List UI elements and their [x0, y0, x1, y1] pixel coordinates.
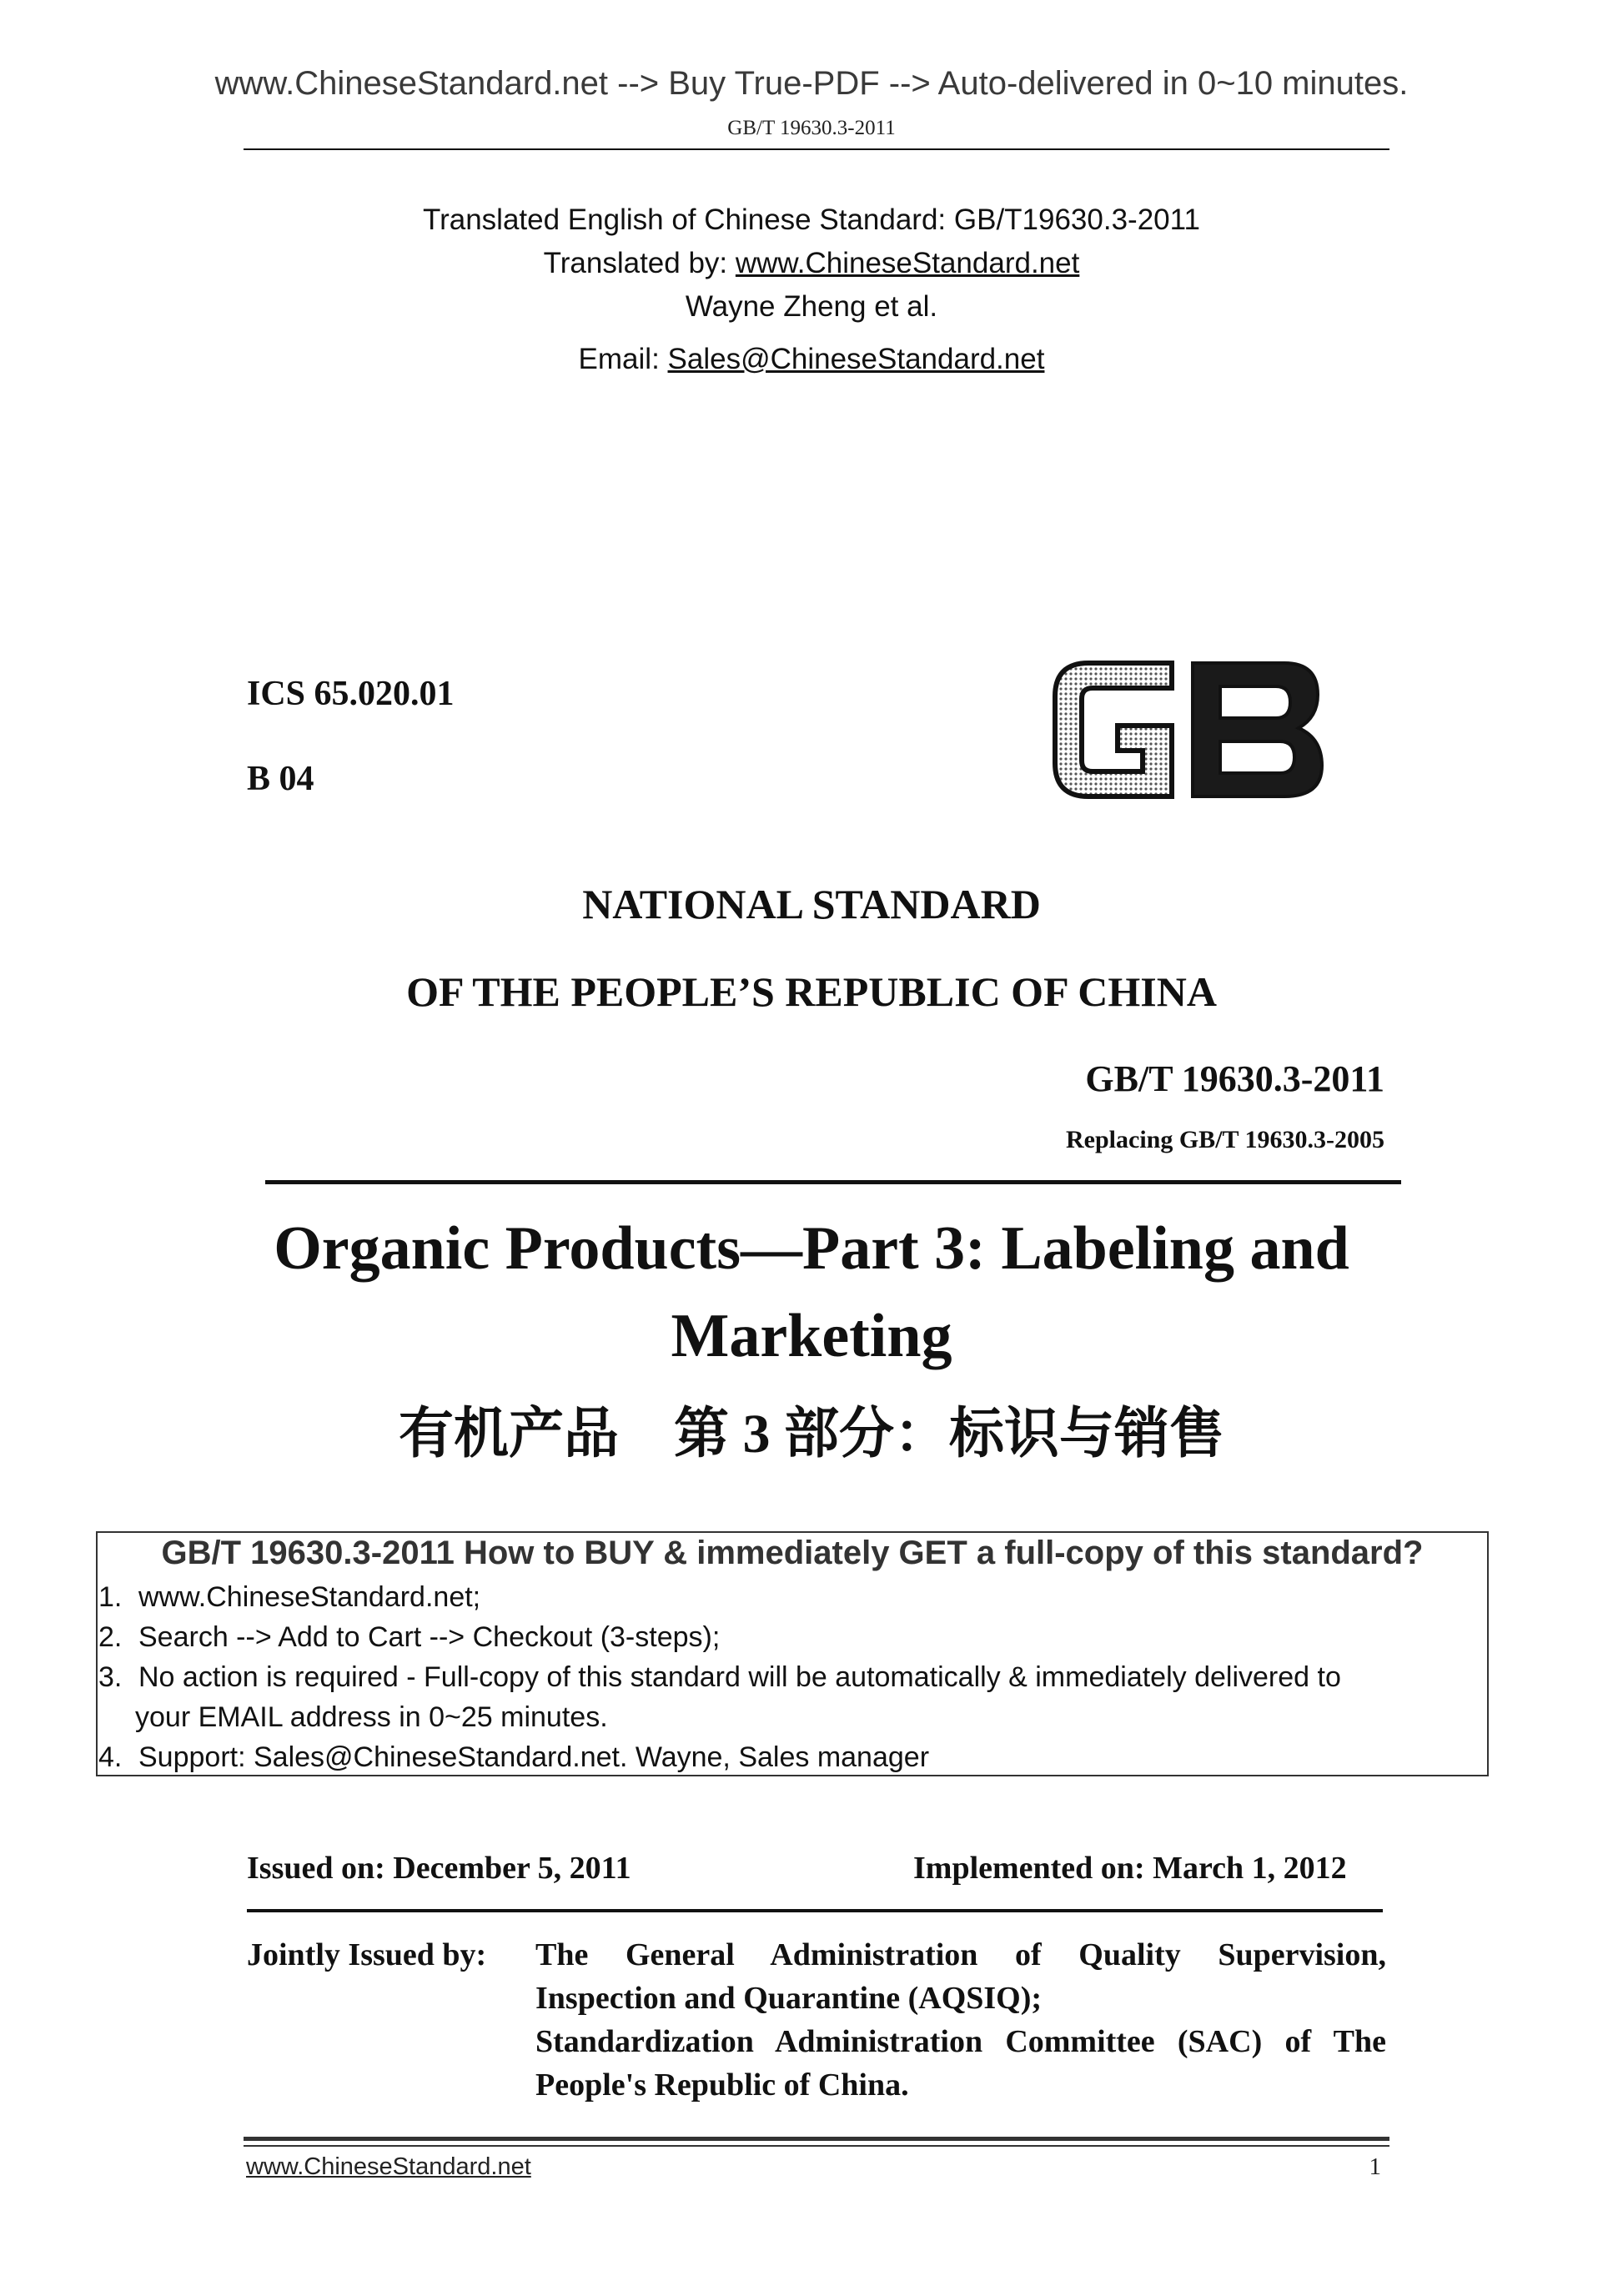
classification-code: B 04 — [247, 760, 314, 798]
page-number: 1 — [1369, 2153, 1381, 2180]
jointly-issued-label: Jointly Issued by: — [247, 1937, 487, 1972]
email-line — [0, 343, 1623, 376]
step-text: www.ChineseStandard.net; — [138, 1581, 481, 1613]
step-text: No action is required - Full-copy of this standard will be automatically & immediately delivered to — [138, 1661, 1341, 1693]
step-number: 3. — [98, 1661, 123, 1693]
email-link[interactable]: Sales@ChineseStandard.net — [667, 343, 1045, 375]
replacing-note: Replacing GB/T 19630.3-2005 — [1066, 1126, 1384, 1153]
translated-by-label: Translated by: — [543, 247, 736, 279]
footer-site-link[interactable]: www.ChineseStandard.net — [246, 2153, 531, 2180]
top-banner[interactable]: www.ChineseStandard.net --> Buy True-PDF --> Auto-delivered in 0~10 minutes. — [214, 65, 1409, 102]
email-label: Email: — [578, 343, 668, 375]
purchase-info-heading: GB/T 19630.3-2011 How to BUY & immediately GET a full-copy of this standard? — [161, 1535, 1424, 1571]
national-standard-heading: NATIONAL STANDARD — [582, 881, 1041, 927]
step-text: Support: Sales@ChineseStandard.net. Wayne, Sales manager — [138, 1741, 930, 1773]
translated-by-link[interactable]: www.ChineseStandard.net — [735, 247, 1080, 279]
translator-names: Wayne Zheng et al. — [685, 290, 938, 323]
implemented-date: Implemented on: March 1, 2012 — [913, 1851, 1347, 1886]
step-text: Search --> Add to Cart --> Checkout (3-steps); — [138, 1621, 721, 1653]
title-divider — [265, 1180, 1401, 1184]
footer-divider-thick — [244, 2137, 1389, 2141]
gb-logo-icon — [1038, 646, 1330, 813]
document-title-line1: Organic Products—Part 3: Labeling and — [274, 1214, 1349, 1283]
issued-date: Issued on: December 5, 2011 — [247, 1851, 631, 1886]
translation-title: Translated English of Chinese Standard: GB/T19630.3-2011 — [423, 203, 1200, 236]
step-number: 2. — [98, 1621, 123, 1653]
footer-divider-thin — [244, 2145, 1389, 2147]
purchase-step-1 — [98, 1581, 480, 1614]
header-standard-code: GB/T 19630.3-2011 — [727, 117, 896, 139]
header-divider — [244, 148, 1389, 150]
issuer-sac: Standardization Administration Committee (SAC) of The People's Republic of China. — [535, 2024, 1386, 2103]
step-number: 1. — [98, 1581, 123, 1613]
issue-divider — [247, 1909, 1383, 1912]
step-number: 4. — [98, 1741, 123, 1773]
purchase-step-2 — [98, 1621, 720, 1654]
translated-by-line — [0, 247, 1623, 280]
purchase-step-3 — [98, 1661, 1341, 1694]
purchase-step-3-continued: your EMAIL address in 0~25 minutes. — [135, 1701, 608, 1733]
document-title-line2: Marketing — [671, 1302, 952, 1370]
issuer-aqsiq: The General Administration of Quality Supervision, Inspection and Quarantine (AQSIQ); — [535, 1937, 1386, 2016]
national-standard-subheading: OF THE PEOPLE’S REPUBLIC OF CHINA — [406, 968, 1217, 1015]
ics-code: ICS 65.020.01 — [247, 675, 455, 713]
document-title-chinese: 有机产品 第 3 部分：标识与销售 — [399, 1404, 1224, 1465]
standard-number: GB/T 19630.3-2011 — [1085, 1058, 1384, 1099]
purchase-step-4 — [98, 1741, 929, 1774]
